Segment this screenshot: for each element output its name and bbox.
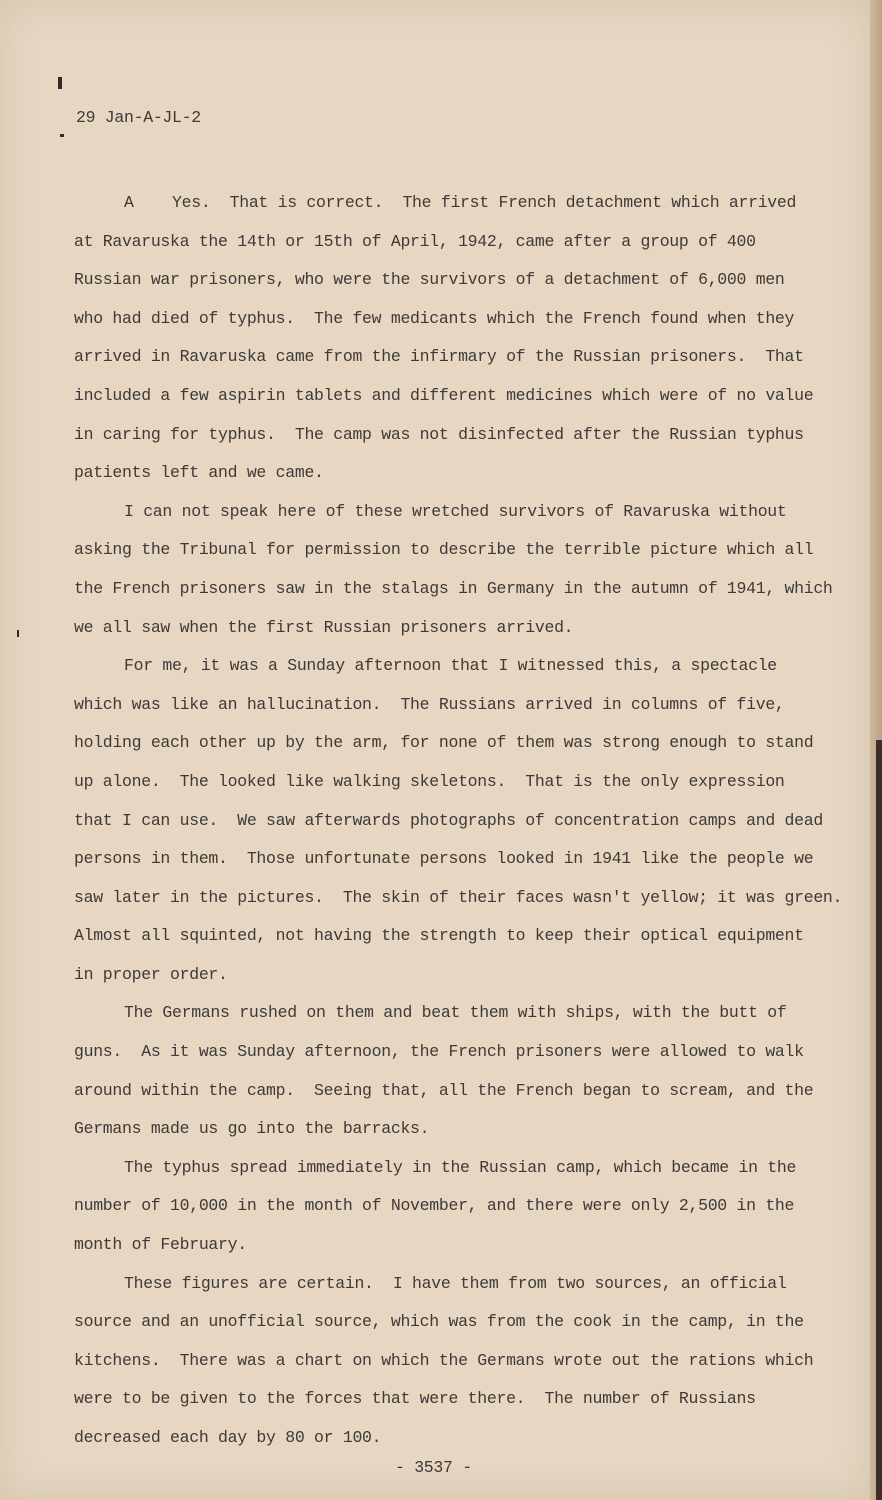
document-id: 29 Jan-A-JL-2 — [76, 108, 201, 127]
background-edge — [876, 740, 882, 1500]
text-line: kitchens. There was a chart on which the Germans wrote out the rations which — [74, 1350, 814, 1370]
text-line: around within the camp. Seeing that, all the French began to scream, and the — [74, 1080, 814, 1100]
text-line: were to be given to the forces that were there. The number of Russians — [74, 1389, 756, 1409]
text-line: saw later in the pictures. The skin of their faces wasn't yellow; it was green. — [74, 887, 843, 907]
page-number: - 3537 - — [395, 1458, 472, 1477]
text-line: who had died of typhus. The few medicants which the French found when they — [74, 308, 795, 328]
text-line: guns. As it was Sunday afternoon, the French prisoners were allowed to walk — [74, 1042, 804, 1062]
text-line: Almost all squinted, not having the strength to keep their optical equipment — [74, 926, 804, 946]
ink-mark — [60, 134, 64, 137]
text-line: number of 10,000 in the month of November, and there were only 2,500 in the — [74, 1196, 795, 1216]
text-line: we all saw when the first Russian prisoners arrived. — [74, 617, 574, 637]
text-line: holding each other up by the arm, for none of them was strong enough to stand — [74, 733, 814, 753]
text-line: A Yes. That is correct. The first French detachment which arrived — [124, 193, 797, 212]
text-line: in proper order. — [74, 964, 228, 984]
text-line: Russian war prisoners, who were the survivors of a detachment of 6,000 men — [74, 270, 785, 290]
text-line: included a few aspirin tablets and different medicines which were of no value — [74, 385, 814, 405]
text-line: the French prisoners saw in the stalags in Germany in the autumn of 1941, which — [74, 578, 833, 598]
text-line: source and an unofficial source, which was from the cook in the camp, in the — [74, 1312, 804, 1332]
text-line: asking the Tribunal for permission to describe the terrible picture which all — [74, 540, 814, 560]
text-line: Germans made us go into the barracks. — [74, 1119, 430, 1139]
text-line: For me, it was a Sunday afternoon that I witnessed this, a spectacle — [124, 656, 777, 676]
text-line: decreased each day by 80 or 100. — [74, 1428, 382, 1447]
text-line: which was like an hallucination. The Russians arrived in columns of five, — [74, 694, 785, 714]
ink-mark — [58, 77, 62, 89]
text-line: that I can use. We saw afterwards photographs of concentration camps and dead — [74, 810, 823, 830]
text-line: patients left and we came. — [74, 463, 324, 483]
text-line: at Ravaruska the 14th or 15th of April, 1942, came after a group of 400 — [74, 231, 756, 251]
document-body — [74, 184, 854, 1458]
text-line: These figures are certain. I have them from two sources, an official — [124, 1273, 787, 1293]
text-line: persons in them. Those unfortunate persons looked in 1941 like the people we — [74, 849, 814, 869]
text-line: month of February. — [74, 1235, 247, 1255]
text-line: in caring for typhus. The camp was not disinfected after the Russian typhus — [74, 424, 804, 444]
text-line: I can not speak here of these wretched survivors of Ravaruska without — [124, 501, 787, 521]
text-line: The Germans rushed on them and beat them with ships, with the butt of — [124, 1003, 787, 1023]
text-line: The typhus spread immediately in the Russian camp, which became in the — [124, 1157, 797, 1177]
ink-mark — [17, 630, 19, 637]
text-line: up alone. The looked like walking skeletons. That is the only expression — [74, 771, 785, 791]
text-line: arrived in Ravaruska came from the infirmary of the Russian prisoners. That — [74, 347, 804, 367]
